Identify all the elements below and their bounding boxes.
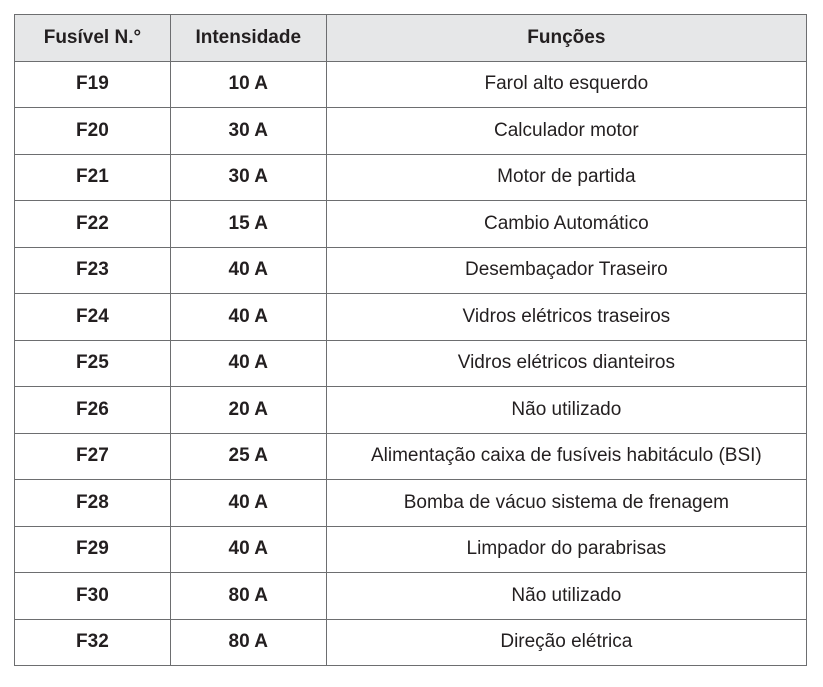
header-row (15, 15, 807, 62)
function-cell: Alimentação caixa de fusíveis habitáculo (BSI) (326, 433, 806, 480)
function-cell: Calculador motor (326, 108, 806, 155)
fuse-cell: F29 (15, 526, 171, 573)
table-row (15, 573, 807, 620)
function-cell: Direção elétrica (326, 619, 806, 666)
table-row (15, 387, 807, 434)
table-body (15, 61, 807, 666)
amps-cell: 80 A (170, 619, 326, 666)
amps-cell: 20 A (170, 387, 326, 434)
amps-cell: 30 A (170, 154, 326, 201)
fuse-cell: F26 (15, 387, 171, 434)
function-cell: Cambio Automático (326, 201, 806, 248)
amps-cell: 40 A (170, 294, 326, 341)
table-row (15, 108, 807, 155)
amps-cell: 40 A (170, 480, 326, 527)
fuse-cell: F21 (15, 154, 171, 201)
amps-cell: 15 A (170, 201, 326, 248)
table-row (15, 619, 807, 666)
table-row (15, 201, 807, 248)
amps-cell: 40 A (170, 340, 326, 387)
fuse-table (14, 14, 807, 666)
table-row (15, 247, 807, 294)
function-cell: Vidros elétricos dianteiros (326, 340, 806, 387)
header-intensity: Intensidade (170, 15, 326, 62)
table-row (15, 480, 807, 527)
fuse-cell: F20 (15, 108, 171, 155)
amps-cell: 40 A (170, 247, 326, 294)
table-row (15, 340, 807, 387)
amps-cell: 10 A (170, 61, 326, 108)
table-row (15, 433, 807, 480)
function-cell: Bomba de vácuo sistema de frenagem (326, 480, 806, 527)
table-row (15, 154, 807, 201)
table-row (15, 61, 807, 108)
function-cell: Motor de partida (326, 154, 806, 201)
fuse-cell: F27 (15, 433, 171, 480)
table-row (15, 526, 807, 573)
fuse-cell: F32 (15, 619, 171, 666)
fuse-cell: F22 (15, 201, 171, 248)
function-cell: Limpador do parabrisas (326, 526, 806, 573)
function-cell: Não utilizado (326, 387, 806, 434)
amps-cell: 25 A (170, 433, 326, 480)
function-cell: Desembaçador Traseiro (326, 247, 806, 294)
fuse-cell: F23 (15, 247, 171, 294)
fuse-cell: F30 (15, 573, 171, 620)
table-header (15, 15, 807, 62)
amps-cell: 40 A (170, 526, 326, 573)
fuse-cell: F28 (15, 480, 171, 527)
fuse-cell: F19 (15, 61, 171, 108)
fuse-cell: F25 (15, 340, 171, 387)
amps-cell: 30 A (170, 108, 326, 155)
table-row (15, 294, 807, 341)
fuse-cell: F24 (15, 294, 171, 341)
function-cell: Não utilizado (326, 573, 806, 620)
header-functions: Funções (326, 15, 806, 62)
header-fuse-number: Fusível N.° (15, 15, 171, 62)
function-cell: Farol alto esquerdo (326, 61, 806, 108)
amps-cell: 80 A (170, 573, 326, 620)
function-cell: Vidros elétricos traseiros (326, 294, 806, 341)
